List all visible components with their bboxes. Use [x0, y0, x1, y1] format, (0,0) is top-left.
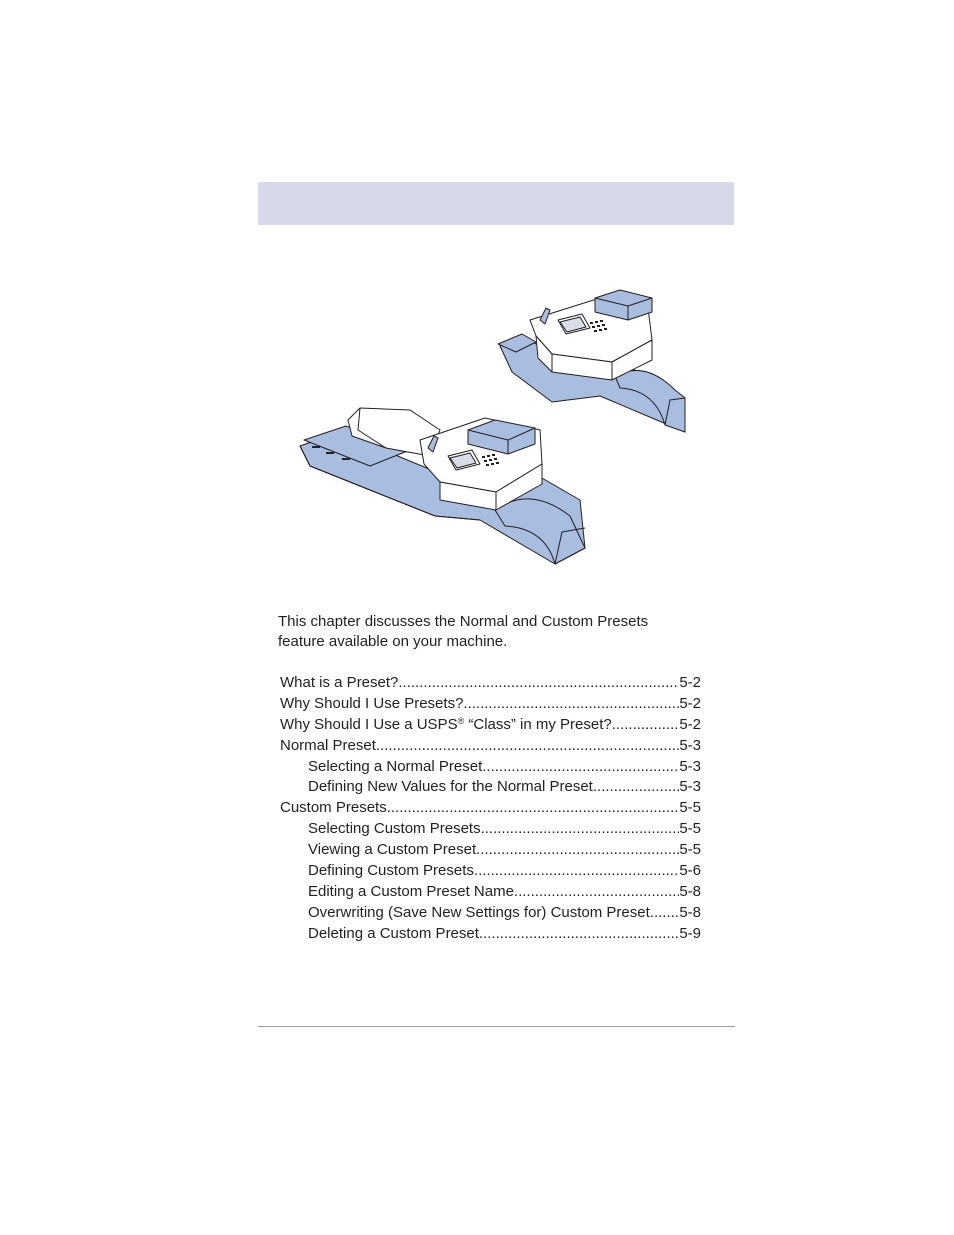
toc-subentry[interactable] — [280, 840, 701, 861]
toc-entry-title: Deleting a Custom Preset — [308, 924, 479, 942]
toc-leader-dots — [479, 924, 679, 945]
toc-entry-title: Defining Custom Presets — [308, 862, 474, 880]
toc-entry-title: Editing a Custom Preset Name — [308, 882, 514, 900]
footer-rule — [258, 1026, 735, 1027]
toc-leader-dots — [474, 861, 679, 882]
toc-entry[interactable] — [280, 736, 701, 757]
toc-entry-page: 5-5 — [679, 820, 701, 838]
meter-with-feeder-machine — [300, 408, 585, 564]
toc-subentry[interactable] — [280, 924, 701, 945]
toc-leader-dots — [612, 715, 680, 736]
toc-leader-dots — [376, 736, 679, 757]
toc-subentry[interactable] — [280, 882, 701, 903]
toc-entry-title: Normal Preset — [280, 736, 376, 754]
registered-mark: ® — [457, 715, 465, 726]
toc-subentry[interactable] — [280, 777, 701, 798]
toc-entry-title: Selecting Custom Presets — [308, 820, 481, 838]
toc-entry-page: 5-3 — [679, 757, 701, 775]
toc-entry-page: 5-6 — [679, 862, 701, 880]
toc-entry-page: 5-5 — [679, 799, 701, 817]
toc-entry-title: Defining New Values for the Normal Preset — [308, 778, 593, 796]
toc-entry-page: 5-2 — [679, 674, 701, 691]
toc-entry-page: 5-3 — [679, 736, 701, 754]
toc-leader-dots — [463, 694, 679, 715]
toc-leader-dots — [593, 777, 679, 798]
toc-entry[interactable] — [280, 694, 701, 715]
toc-leader-dots — [650, 903, 680, 924]
toc-entry[interactable] — [280, 673, 701, 694]
toc-entry-title: Selecting a Normal Preset — [308, 757, 483, 775]
toc-entry-title-end: “Class” in my Preset? — [464, 715, 612, 733]
toc-subentry[interactable] — [280, 861, 701, 882]
toc-subentry[interactable] — [280, 757, 701, 778]
toc-leader-dots — [481, 819, 680, 840]
toc-entry[interactable] — [280, 798, 701, 819]
table-of-contents — [280, 673, 701, 945]
toc-leader-dots — [398, 673, 679, 694]
toc-leader-dots — [514, 882, 679, 903]
toc-entry-page: 5-2 — [679, 715, 701, 733]
toc-entry-page: 5-8 — [679, 882, 701, 900]
toc-entry-page: 5-8 — [679, 903, 701, 921]
toc-entry-title: Custom Presets — [280, 799, 387, 817]
toc-leader-dots — [482, 757, 679, 778]
toc-entry-title: Viewing a Custom Preset — [308, 841, 477, 859]
toc-entry-title-start: Why Should I Use a USPS — [280, 715, 458, 733]
toc-leader-dots — [476, 840, 679, 861]
toc-subentry[interactable] — [280, 903, 701, 924]
toc-subentry[interactable] — [280, 819, 701, 840]
toc-leader-dots — [387, 798, 680, 819]
toc-entry[interactable] — [280, 715, 701, 736]
toc-entry-page: 5-2 — [679, 694, 701, 712]
toc-entry-page: 5-9 — [679, 924, 701, 942]
chapter-header-band — [258, 182, 734, 225]
toc-entry-page: 5-5 — [679, 841, 701, 859]
toc-entry-title — [280, 715, 612, 736]
toc-entry-page: 5-3 — [679, 778, 701, 796]
postage-meter-illustration — [290, 280, 700, 580]
toc-entry-title: Why Should I Use Presets? — [280, 694, 464, 712]
chapter-intro-text: This chapter discusses the Normal and Custom Presets feature available on your machine. — [278, 613, 649, 650]
toc-entry-title: What is a Preset? — [280, 674, 399, 691]
compact-meter-machine — [498, 290, 685, 432]
toc-entry-title: Overwriting (Save New Settings for) Custom Preset — [308, 903, 650, 921]
